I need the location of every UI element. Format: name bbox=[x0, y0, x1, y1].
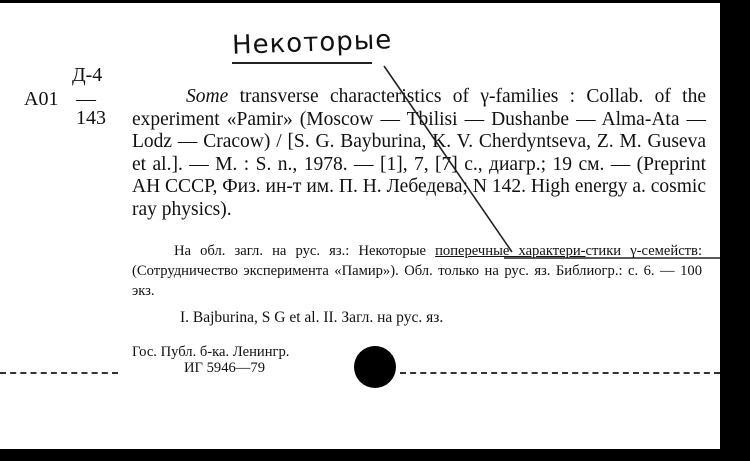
shelfmark-prefix: A01 bbox=[24, 88, 59, 110]
tracing-line: I. Bajburina, S G et al. II. Загл. на рус. яз. bbox=[180, 309, 444, 326]
printer-line-1: Гос. Публ. б-ка. Ленингр. bbox=[132, 344, 290, 360]
printer-line-2: ИГ 5946—79 bbox=[184, 360, 265, 376]
note-before: На обл. загл. на рус. яз.: Некоторые bbox=[174, 243, 436, 259]
pencil-diagonal-line bbox=[384, 66, 512, 252]
handwritten-annotation: Некоторые bbox=[231, 25, 393, 61]
note-underlined: поперечные характери- bbox=[435, 243, 586, 259]
entry-title: Some bbox=[186, 86, 229, 107]
shelfmark-top: Д-4 bbox=[72, 64, 103, 86]
entry-text: transverse characteristics of γ-families : Collab. of the experiment «Pamir» (Moscow — Tbilisi — Dushanbe — Alma-Ata — Lodz — Cracow) / [S. G. Bayburina, K. V. Cherdyntseva, Z. M. Guseva et al.]. — M. : S. n., 1978. — [1], 7, [7] с., диагр.; 19 см. — (Preprint АН СССР, Физ. ин-т им. П. Н. Лебедева; N 142. High energy a. cosmic ray physics). bbox=[132, 86, 706, 220]
note-after: стики γ-семейств: (Сотрудничество эксперимента «Памир»). Обл. только на рус. яз. Библиогр.: с. 6. — 100 экз. bbox=[132, 243, 702, 299]
shelfmark-number: 143 bbox=[76, 107, 106, 129]
shelfmark-dash: — bbox=[76, 88, 96, 110]
